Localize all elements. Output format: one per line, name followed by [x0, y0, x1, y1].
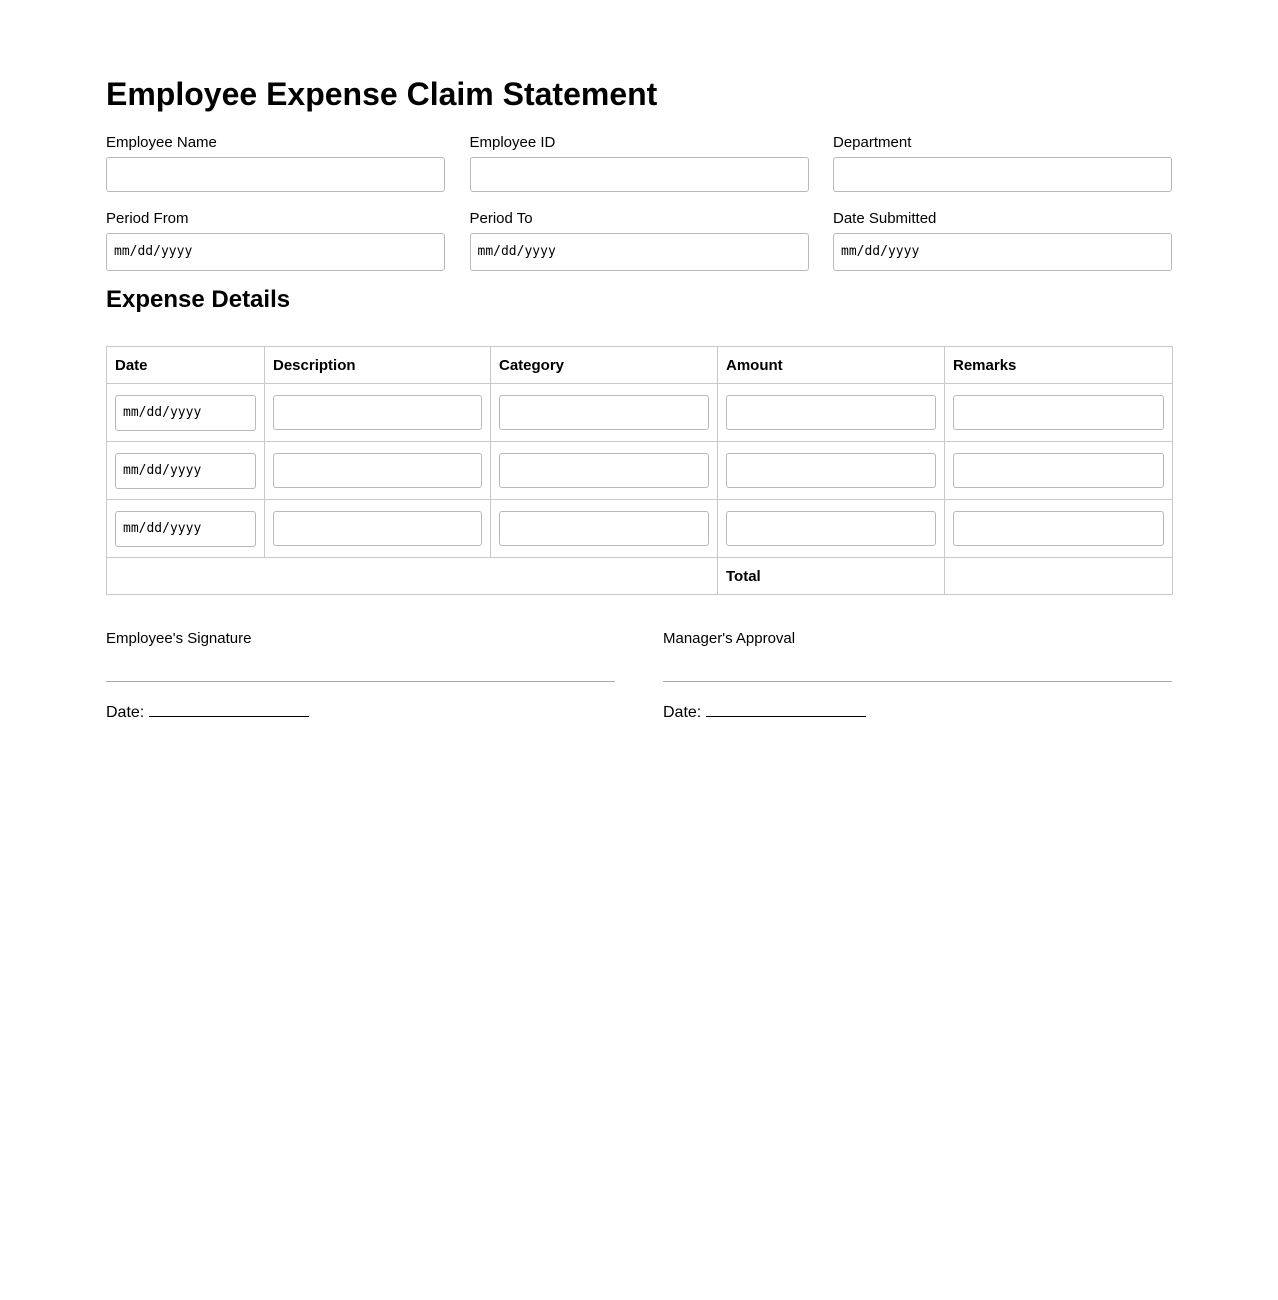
category-cell: [491, 384, 718, 442]
table-header-row: [107, 347, 1173, 384]
manager-date-label: Date:: [663, 704, 702, 721]
column-header-description: Description: [265, 347, 491, 384]
employee-signature-date: [106, 700, 615, 722]
date-submitted-date-input[interactable]: mm/dd/yyyy: [833, 233, 1172, 271]
expense-remarks-input[interactable]: [953, 453, 1164, 488]
employee-name-input[interactable]: [106, 157, 445, 192]
period-info-row: [106, 210, 1172, 271]
total-value: [945, 558, 1173, 595]
expense-amount-input[interactable]: [726, 511, 936, 546]
expense-remarks-input[interactable]: [953, 511, 1164, 546]
employee-signature-line[interactable]: [106, 681, 615, 682]
employee-info-row: [106, 134, 1172, 192]
manager-signature-line[interactable]: [663, 681, 1172, 682]
expense-category-input[interactable]: [499, 395, 709, 430]
employee-id-input[interactable]: [470, 157, 809, 192]
expense-remarks-input[interactable]: [953, 395, 1164, 430]
column-header-amount: Amount: [718, 347, 945, 384]
table-row: [107, 500, 1173, 558]
period-from-label: Period From: [106, 210, 189, 227]
expense-date-input[interactable]: mm/dd/yyyy: [115, 511, 256, 547]
total-spacer-cell: [107, 558, 718, 595]
expense-amount-input[interactable]: [726, 453, 936, 488]
date-submitted-group: [833, 210, 1172, 271]
category-cell: [491, 500, 718, 558]
column-header-category: Category: [491, 347, 718, 384]
table-row: [107, 442, 1173, 500]
amount-cell: [718, 442, 945, 500]
expense-description-input[interactable]: [273, 511, 482, 546]
department-label: Department: [833, 134, 912, 151]
expense-category-input[interactable]: [499, 511, 709, 546]
remarks-cell: [945, 500, 1173, 558]
employee-signature-label: Employee's Signature: [106, 630, 252, 647]
expense-description-input[interactable]: [273, 395, 482, 430]
description-cell: [265, 442, 491, 500]
table-row: [107, 384, 1173, 442]
date-cell: [107, 384, 265, 442]
date-cell: [107, 442, 265, 500]
employee-signature-block: [106, 630, 615, 722]
date-cell: [107, 500, 265, 558]
column-header-remarks: Remarks: [945, 347, 1173, 384]
period-to-date-input[interactable]: mm/dd/yyyy: [470, 233, 809, 271]
period-from-group: [106, 210, 445, 271]
employee-id-group: [470, 134, 809, 192]
employee-date-label: Date:: [106, 704, 145, 721]
manager-approval-label: Manager's Approval: [663, 630, 796, 647]
period-to-group: [470, 210, 809, 271]
expense-details-heading: Expense Details: [106, 286, 291, 313]
expense-date-input[interactable]: mm/dd/yyyy: [115, 395, 256, 431]
employee-name-label: Employee Name: [106, 134, 217, 151]
description-cell: [265, 500, 491, 558]
employee-id-label: Employee ID: [469, 134, 556, 151]
manager-approval-block: [663, 630, 1172, 722]
period-to-label: Period To: [469, 210, 533, 227]
column-header-date: Date: [107, 347, 265, 384]
amount-cell: [718, 500, 945, 558]
total-row: [107, 558, 1173, 595]
expense-amount-input[interactable]: [726, 395, 936, 430]
remarks-cell: [945, 384, 1173, 442]
expense-claim-form: [106, 0, 1172, 721]
date-submitted-label: Date Submitted: [833, 210, 937, 227]
amount-cell: [718, 384, 945, 442]
page-title: Employee Expense Claim Statement: [106, 76, 658, 112]
department-group: [833, 134, 1172, 192]
manager-signature-date: [663, 700, 1172, 722]
period-from-date-input[interactable]: mm/dd/yyyy: [106, 233, 445, 271]
manager-date-line[interactable]: [706, 700, 866, 717]
department-input[interactable]: [833, 157, 1172, 192]
expense-table: [106, 346, 1173, 595]
description-cell: [265, 384, 491, 442]
expense-category-input[interactable]: [499, 453, 709, 488]
employee-name-group: [106, 134, 445, 192]
remarks-cell: [945, 442, 1173, 500]
employee-date-line[interactable]: [149, 700, 309, 717]
expense-date-input[interactable]: mm/dd/yyyy: [115, 453, 256, 489]
expense-description-input[interactable]: [273, 453, 482, 488]
total-label: Total: [718, 558, 945, 595]
category-cell: [491, 442, 718, 500]
